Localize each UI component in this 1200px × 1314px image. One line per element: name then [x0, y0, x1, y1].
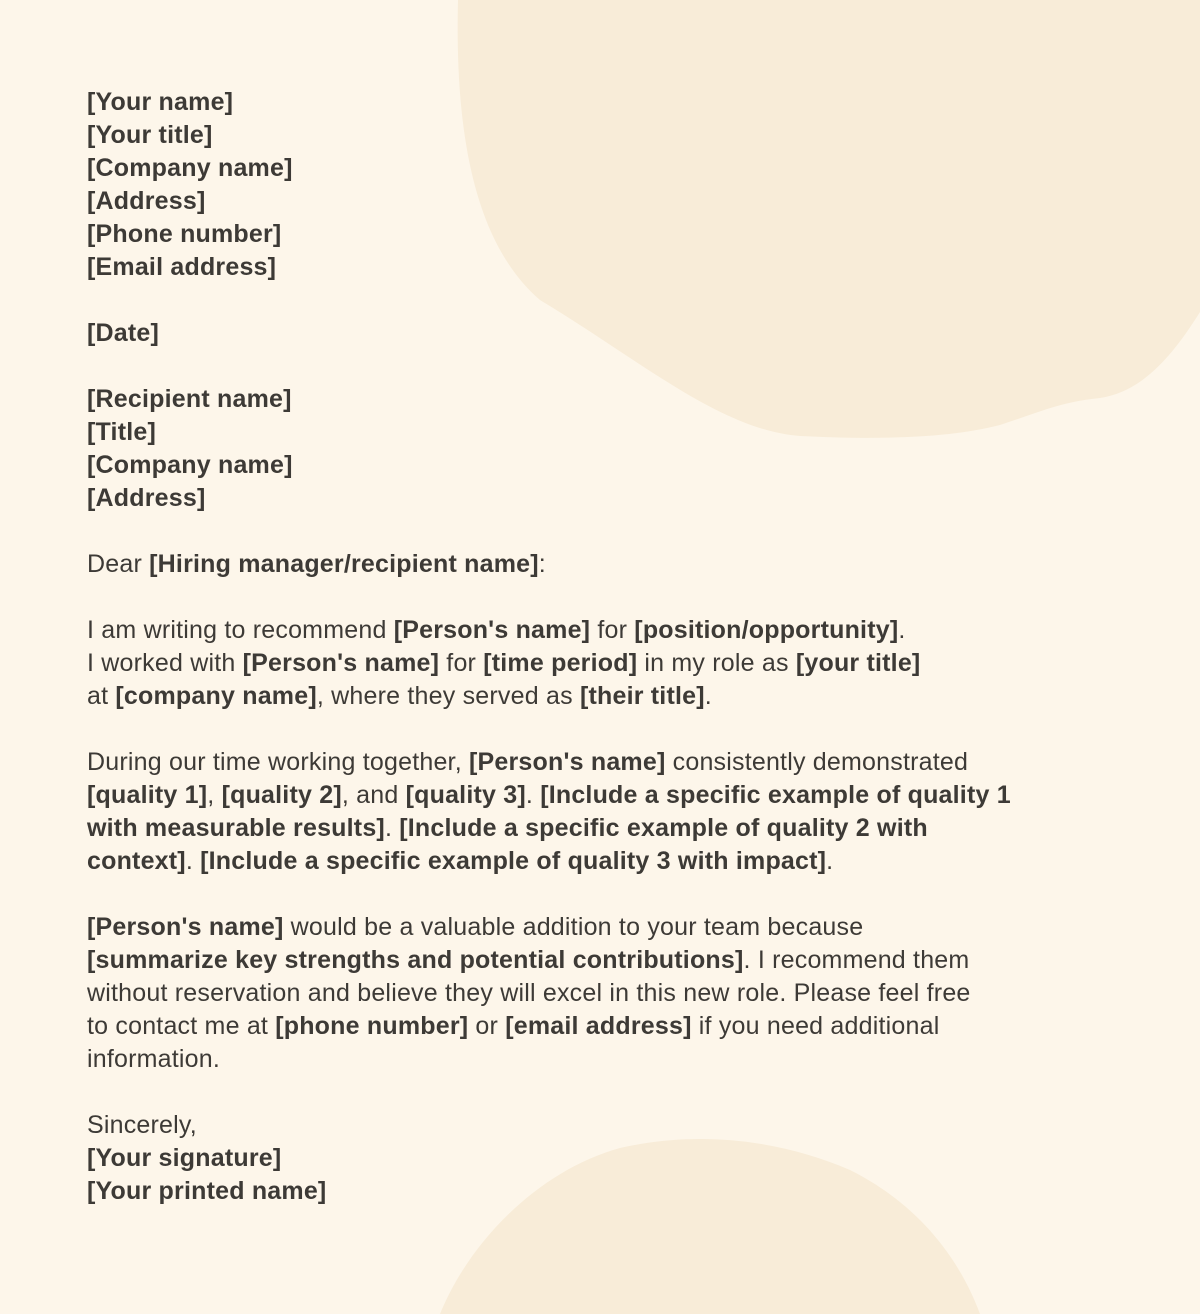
- sender-company: [Company name]: [87, 154, 293, 182]
- sender-email: [Email address]: [87, 253, 277, 281]
- recipient-name: [Recipient name]: [87, 385, 292, 413]
- recipient-address: [Address]: [87, 484, 206, 512]
- printed-name-placeholder: [Your printed name]: [87, 1177, 327, 1205]
- sender-address: [Address]: [87, 187, 206, 215]
- paragraph-intro: I am writing to recommend [Person's name] for [position/opportunity]. I worked with [Person's name] for [time period] in my role as [your title] at [company name], where they served as [their title].: [87, 616, 921, 710]
- sender-name: [Your name]: [87, 88, 234, 116]
- sender-phone: [Phone number]: [87, 220, 282, 248]
- paragraph-summary: [Person's name] would be a valuable addition to your team because [summarize key strengths and potential contributions]. I recommend them without reservation and believe they will excel in this new role. Please feel free to contact me at [phone number] or [email address] if you need additional information.: [87, 913, 971, 1073]
- recipient-title: [Title]: [87, 418, 156, 446]
- letter-date: [Date]: [87, 319, 160, 347]
- recipient-block: [87, 383, 1147, 515]
- valediction: Sincerely,: [87, 1111, 197, 1139]
- recommendation-letter: [87, 86, 1147, 1208]
- sender-title: [Your title]: [87, 121, 213, 149]
- recipient-company: [Company name]: [87, 451, 293, 479]
- salutation: Dear [Hiring manager/recipient name]:: [87, 550, 546, 578]
- signature-placeholder: [Your signature]: [87, 1144, 282, 1172]
- paragraph-qualities: During our time working together, [Person's name] consistently demonstrated [quality 1], [quality 2], and [quality 3]. [Include a specific example of quality 1 with measurable results]. [Include a specific example of quality 2 with context]. [Include a specific example of quality 3 with impact].: [87, 748, 1011, 875]
- sender-block: [87, 86, 1147, 284]
- closing-block: [87, 1109, 1147, 1208]
- salutation-name: [Hiring manager/recipient name]: [149, 550, 539, 578]
